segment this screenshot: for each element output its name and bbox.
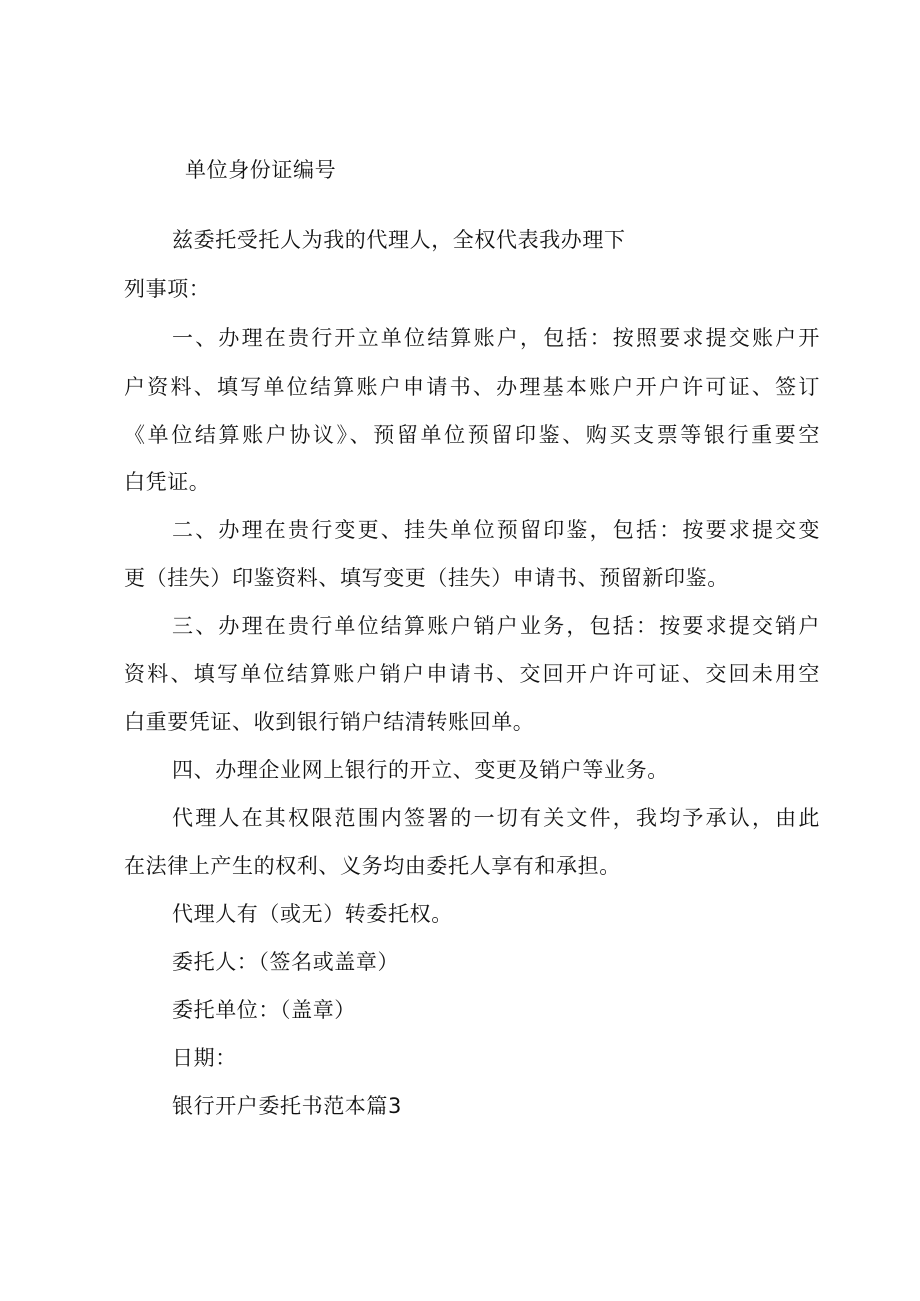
intro-line-1: 兹委托受托人为我的代理人，全权代表我办理下 xyxy=(172,228,626,252)
item2-line-2: 更（挂失）印鉴资料、填写变更（挂失）申请书、预留新印鉴。 xyxy=(124,566,729,590)
item3-line-3: 白重要凭证、收到银行销户结清转账回单。 xyxy=(124,710,535,734)
item4-line: 四、办理企业网上银行的开立、变更及销户等业务。 xyxy=(172,758,669,782)
principal-line: 委托人：（签名或盖章） xyxy=(172,950,400,974)
item1-line-2: 户资料、填写单位结算账户申请书、办理基本账户开户许可证、签订 xyxy=(124,375,820,399)
item3-line-2: 资料、填写单位结算账户销户申请书、交回开户许可证、交回未用空 xyxy=(124,662,820,686)
transfer-line: 代理人有（或无）转委托权。 xyxy=(172,902,453,926)
id-label: 单位身份证编号 xyxy=(185,158,337,182)
item1-line-1: 一、办理在贵行开立单位结算账户，包括：按照要求提交账户开 xyxy=(172,326,820,350)
next-section-title: 银行开户委托书范本篇3 xyxy=(172,1094,402,1118)
approval-line-1: 代理人在其权限范围内签署的一切有关文件，我均予承认，由此 xyxy=(172,806,820,830)
unit-line: 委托单位：（盖章） xyxy=(172,998,356,1022)
date-line: 日期： xyxy=(172,1046,237,1070)
approval-line-2: 在法律上产生的权利、义务均由委托人享有和承担。 xyxy=(124,854,621,878)
item2-line-1: 二、办理在贵行变更、挂失单位预留印鉴，包括：按要求提交变 xyxy=(172,518,820,542)
intro-line-2: 列事项： xyxy=(124,277,211,301)
item1-line-3: 《单位结算账户协议》、预留单位预留印鉴、购买支票等银行重要空 xyxy=(124,423,820,447)
item1-line-4: 白凭证。 xyxy=(124,470,211,494)
item3-line-1: 三、办理在贵行单位结算账户销户业务，包括：按要求提交销户 xyxy=(172,614,820,638)
